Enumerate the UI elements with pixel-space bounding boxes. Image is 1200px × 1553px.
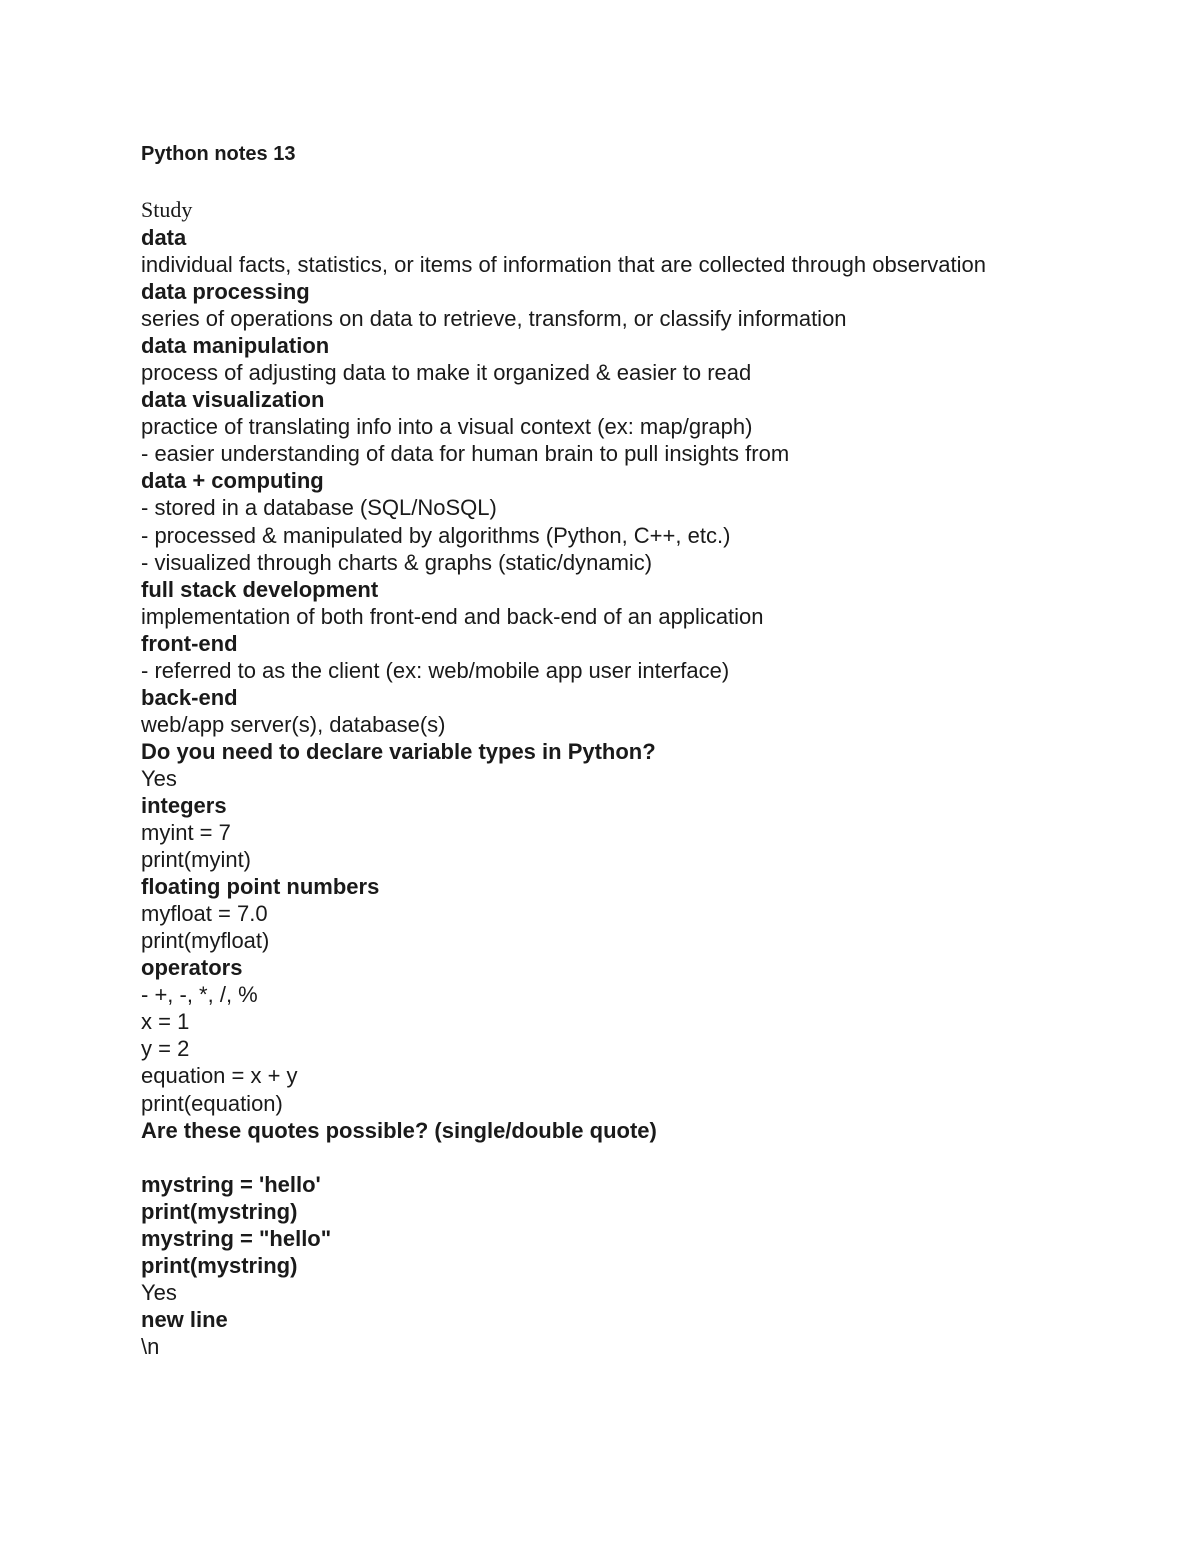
note-term: data processing [141,279,310,305]
note-text: print(myint) [141,847,252,873]
note-text: equation = x + y [141,1063,298,1089]
note-text: individual facts, statistics, or items of information that are collected through observation [141,252,986,278]
notes-list [141,224,1181,1360]
note-term: data [141,225,187,250]
note-text: web/app server(s), database(s) [141,711,446,737]
note-term: Do you need to declare variable types in Python? [141,738,656,764]
note-term: Are these quotes possible? (single/double quote) [141,1117,657,1143]
note-term: front-end [141,630,238,656]
note-term: floating point numbers [141,874,380,900]
note-text: \n [141,1333,160,1359]
note-text: - referred to as the client (ex: web/mobile app user interface) [141,657,730,683]
note-term: mystring = "hello" [141,1225,332,1251]
document-subtitle: Study [141,197,193,222]
note-text: - easier understanding of data for human brain to pull insights from [141,441,790,467]
note-text: practice of translating info into a visual context (ex: map/graph) [141,414,753,440]
note-text: myfloat = 7.0 [141,901,268,927]
note-text: - +, -, *, /, % [141,982,258,1008]
note-term: full stack development [141,576,379,602]
note-term: print(mystring) [141,1252,298,1278]
note-text: process of adjusting data to make it organized & easier to read [141,360,752,386]
note-text: print(equation) [141,1090,283,1116]
note-text: series of operations on data to retrieve, transform, or classify information [141,306,847,332]
document-title: Python notes 13 [141,143,296,165]
note-text: - visualized through charts & graphs (static/dynamic) [141,549,653,575]
note-text: print(myfloat) [141,928,270,954]
note-text: - stored in a database (SQL/NoSQL) [141,495,497,521]
note-term: data manipulation [141,333,330,359]
note-term: data + computing [141,468,324,494]
note-term: print(mystring) [141,1198,298,1224]
note-text: y = 2 [141,1036,190,1062]
note-term: data visualization [141,387,325,413]
note-term: operators [141,955,243,981]
note-text: x = 1 [141,1009,190,1035]
note-text: myint = 7 [141,820,231,846]
note-term: new line [141,1306,228,1332]
note-term: mystring = 'hello' [141,1171,321,1197]
note-text [141,1144,1181,1171]
note-term: back-end [141,684,238,710]
note-text: Yes [141,1279,177,1305]
note-text: - processed & manipulated by algorithms (Python, C++, etc.) [141,522,731,548]
note-text: Yes [141,765,177,791]
note-term: integers [141,792,227,818]
note-text: implementation of both front-end and back-end of an application [141,603,764,629]
